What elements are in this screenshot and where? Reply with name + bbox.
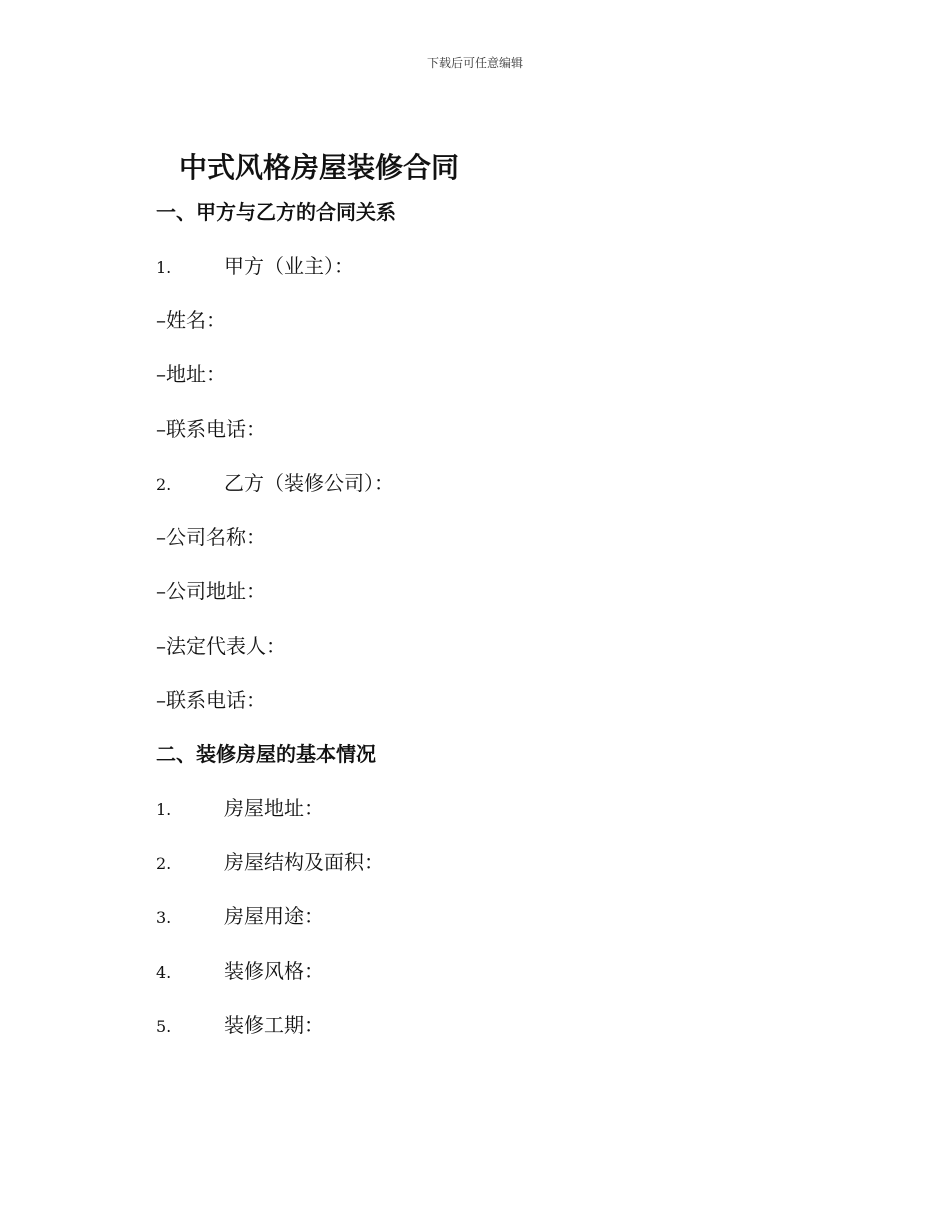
party-a-item [156,252,354,282]
document-title: 中式风格房屋装修合同 [178,151,459,184]
party-b-label: 乙方（装修公司）： [224,471,394,495]
house-info-item [156,957,324,987]
party-a-phone-field: –联系电话： [156,417,266,441]
header-note: 下载后可任意编辑 [426,56,523,70]
list-number: 4. [156,963,172,982]
house-structure-label: 房屋结构及面积： [224,850,384,874]
list-number: 1. [156,800,172,819]
party-a-name-field: –姓名： [156,308,226,332]
list-number: 2. [156,475,172,494]
house-usage-label: 房屋用途： [224,904,324,928]
house-info-item [156,848,384,878]
section-heading-1: 一、甲方与乙方的合同关系 [156,200,396,224]
house-info-item [156,794,324,824]
party-a-label: 甲方（业主）： [224,254,354,278]
party-b-item [156,469,394,499]
house-info-item [156,1011,324,1041]
house-info-item [156,902,324,932]
list-number: 5. [156,1017,172,1036]
party-b-phone-field: –联系电话： [156,688,266,712]
list-number: 1. [156,258,172,277]
list-number: 3. [156,908,172,927]
decoration-style-label: 装修风格： [224,959,324,983]
party-a-address-field: –地址： [156,362,226,386]
list-number: 2. [156,854,172,873]
party-b-company-address-field: –公司地址： [156,579,266,603]
house-address-label: 房屋地址： [224,796,324,820]
decoration-period-label: 装修工期： [224,1013,324,1037]
section-heading-2: 二、装修房屋的基本情况 [156,742,376,766]
party-b-company-name-field: –公司名称： [156,525,266,549]
party-b-legal-rep-field: –法定代表人： [156,634,286,658]
